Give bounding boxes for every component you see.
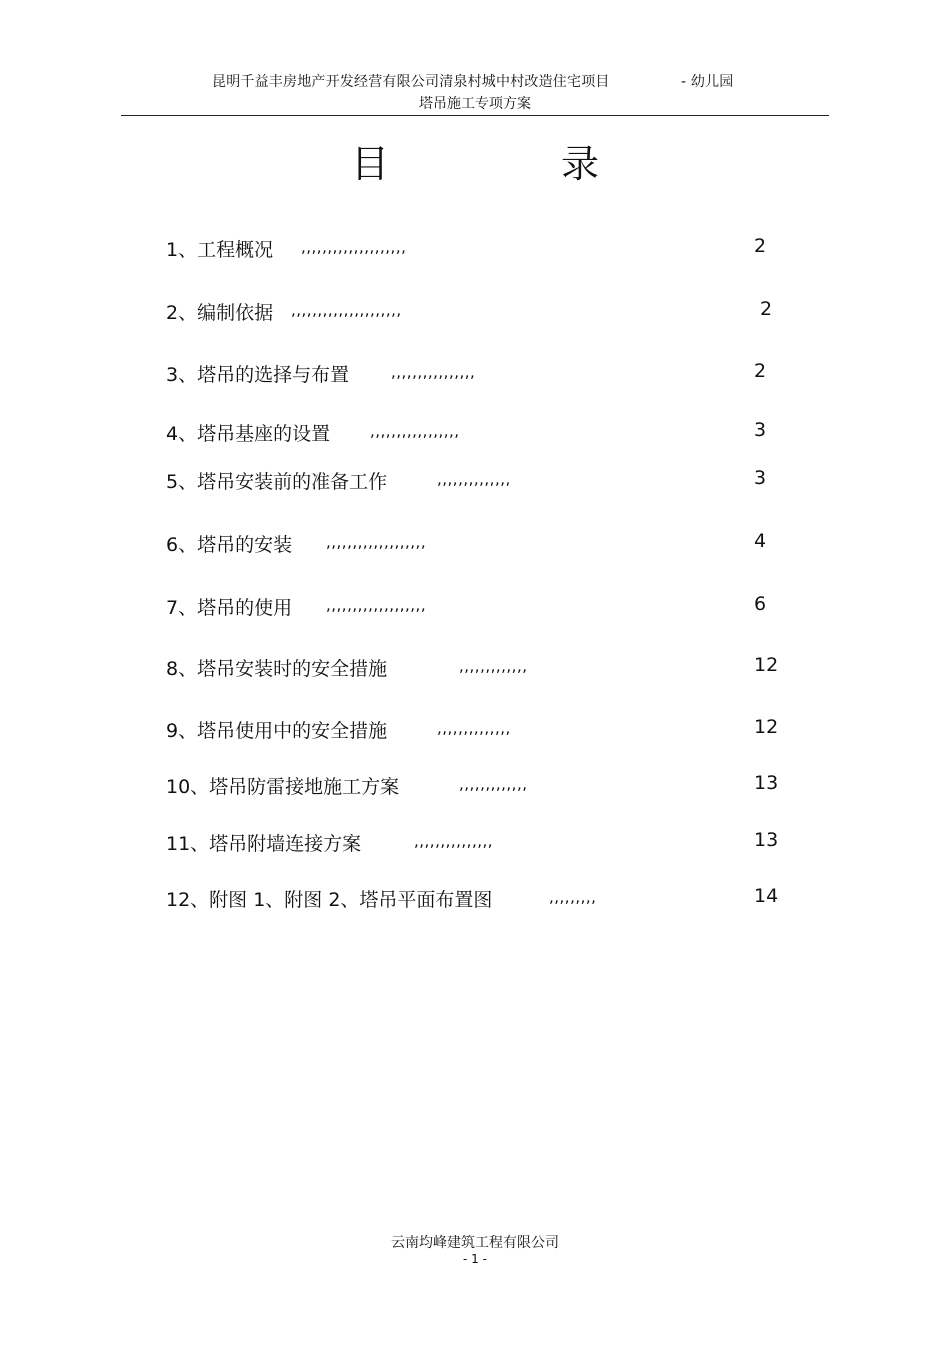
toc-entry[interactable] (0, 716, 950, 744)
toc-entry[interactable] (0, 360, 950, 388)
toc-entry-page: 13 (754, 829, 779, 851)
toc-entry-label: 8、塔吊安装时的安全措施 (166, 658, 388, 680)
toc-entry[interactable] (0, 885, 950, 913)
header-subtitle: 塔吊施工专项方案 (419, 96, 531, 112)
toc-entry-label: 5、塔吊安装前的准备工作 (166, 471, 388, 493)
toc-entry[interactable] (0, 419, 950, 447)
toc-entry-page: 6 (754, 593, 767, 615)
toc-entry-page: 12 (754, 654, 779, 676)
toc-entry-label: 3、塔吊的选择与布置 (166, 364, 350, 386)
toc-entry-leader: ,,,,,,,,,,,,,,,,,,, (326, 596, 427, 614)
toc-entry-label: 12、附图 1、附图 2、塔吊平面布置图 (166, 889, 493, 911)
toc-entry-page: 3 (754, 419, 767, 441)
toc-entry-page: 14 (754, 885, 779, 907)
toc-entry[interactable] (0, 593, 950, 621)
toc-entry[interactable] (0, 829, 950, 857)
toc-entry[interactable] (0, 772, 950, 800)
toc-entry-page: 12 (754, 716, 779, 738)
toc-entry-leader: ,,,,,,,,,,,,,,,,, (370, 422, 460, 440)
toc-entry-label: 9、塔吊使用中的安全措施 (166, 720, 388, 742)
toc-entry-page: 2 (760, 298, 773, 320)
toc-entry-leader: ,,,,,,,,,,,,, (459, 775, 528, 793)
toc-entry-label: 2、编制依据 (166, 302, 274, 324)
toc-entry-leader: ,,,,,,,,,,,,,,, (414, 832, 494, 850)
toc-entry[interactable] (0, 235, 950, 263)
toc-entry-leader: ,,,,,,,,,,,,,,,,,,,,, (291, 301, 402, 319)
toc-entry[interactable] (0, 530, 950, 558)
toc-entry-page: 2 (754, 360, 767, 382)
footer-company: 云南均峰建筑工程有限公司 (391, 1235, 559, 1251)
toc-entry[interactable] (0, 467, 950, 495)
toc-entry-leader: ,,,,,,,,,,,,,,,,,,, (326, 533, 427, 551)
header-suffix: - 幼儿园 (681, 74, 734, 90)
toc-entry-label: 10、塔吊防雷接地施工方案 (166, 776, 400, 798)
toc-title: 目 录 (350, 142, 680, 186)
toc-entry-leader: ,,,,,,,,, (549, 888, 597, 906)
toc-entry-page: 2 (754, 235, 767, 257)
header-company: 昆明千益丰房地产开发经营有限公司清泉村城中村改造住宅项目 (212, 74, 610, 90)
toc-entry-leader: ,,,,,,,,,,,,,, (437, 470, 511, 488)
page-number: - 1 - (463, 1252, 487, 1266)
toc-entry-label: 1、工程概况 (166, 239, 274, 261)
toc-entry-label: 4、塔吊基座的设置 (166, 423, 331, 445)
toc-entry-label: 11、塔吊附墙连接方案 (166, 833, 362, 855)
toc-entry-leader: ,,,,,,,,,,,,,,,,,,,, (301, 238, 407, 256)
toc-entry-page: 13 (754, 772, 779, 794)
toc-entry-leader: ,,,,,,,,,,,,,,,, (391, 363, 476, 381)
toc-entry-label: 6、塔吊的安装 (166, 534, 293, 556)
toc-entry-page: 4 (754, 530, 767, 552)
toc-entry-leader: ,,,,,,,,,,,,,, (437, 719, 511, 737)
toc-entry[interactable] (0, 298, 950, 326)
toc-entry-leader: ,,,,,,,,,,,,, (459, 657, 528, 675)
toc-entry[interactable] (0, 654, 950, 682)
toc-entry-label: 7、塔吊的使用 (166, 597, 293, 619)
toc-entry-page: 3 (754, 467, 767, 489)
